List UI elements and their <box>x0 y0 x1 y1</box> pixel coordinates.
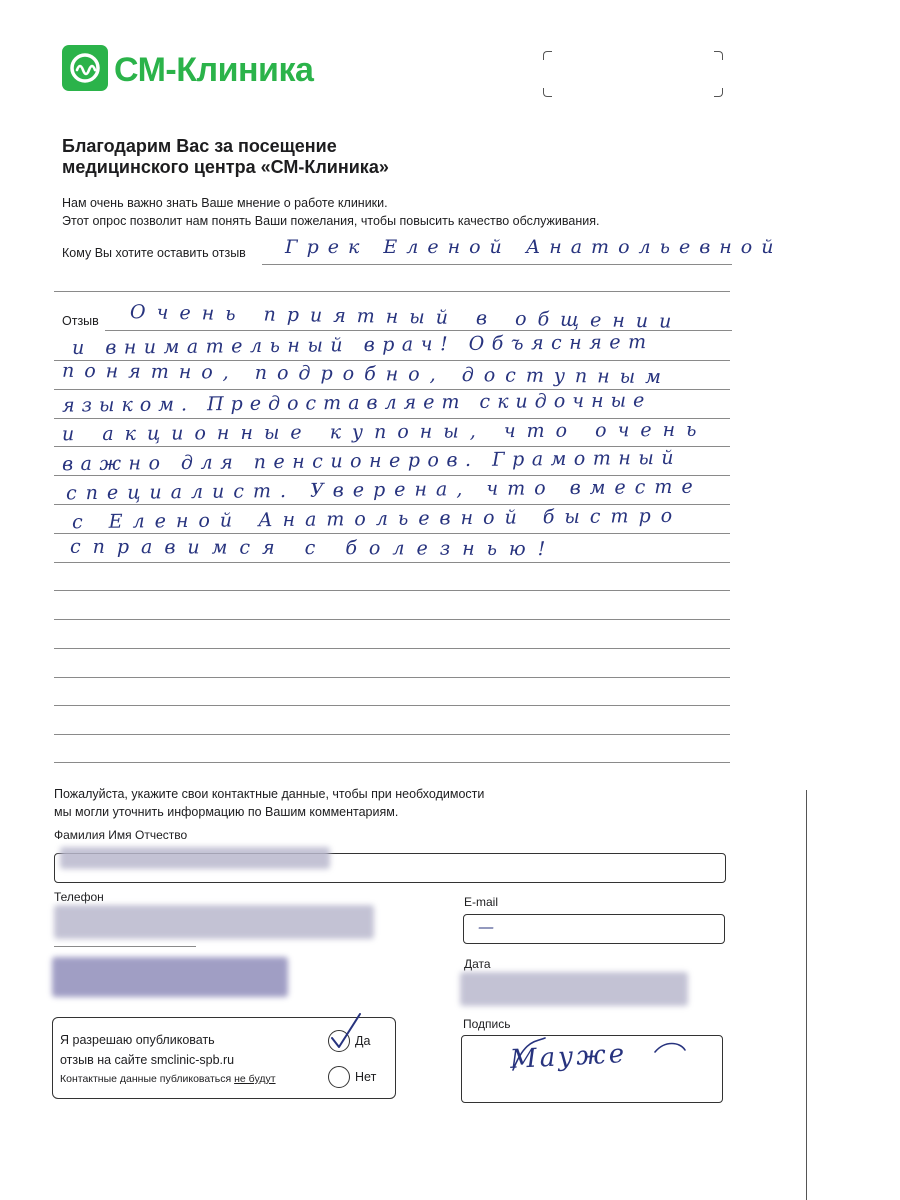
phone-value-redaction <box>52 957 288 997</box>
brand-name: СМ-Клиника <box>114 51 314 89</box>
phone-label: Телефон <box>54 890 104 904</box>
form-line <box>54 677 730 678</box>
recipient-handwriting[interactable]: Грек Еленой Анатольевной <box>285 236 783 258</box>
consent-text <box>60 1030 234 1070</box>
consent-no-radio[interactable] <box>328 1066 350 1088</box>
review-handwriting-line: с Еленой Анатольевной быстро <box>71 504 683 534</box>
email-value: — <box>478 917 501 936</box>
signature-label: Подпись <box>463 1017 511 1031</box>
review-handwriting-line: языком. Предоставляет скидочные <box>61 389 652 417</box>
form-line <box>54 562 730 563</box>
date-label: Дата <box>464 957 491 971</box>
consent-note-emphasis: не будут <box>234 1073 276 1085</box>
review-handwriting-line: специалист. Уверена, что вместе <box>65 475 702 505</box>
scan-corner-mark <box>714 88 723 97</box>
intro-line: Нам очень важно знать Ваше мнение о работе клиники. <box>62 196 388 210</box>
recipient-label: Кому Вы хотите оставить отзыв <box>62 246 246 260</box>
fio-redaction <box>60 847 330 869</box>
contact-intro <box>54 785 484 821</box>
signature-flourish-icon <box>505 1030 705 1090</box>
form-line <box>54 946 196 947</box>
contact-intro-line: Пожалуйста, укажите свои контактные данные, чтобы при необходимости <box>54 787 485 801</box>
date-redaction <box>460 972 688 1006</box>
heading-line: Благодарим Вас за посещение <box>62 136 337 156</box>
paper-edge <box>806 790 807 1200</box>
email-label: E-mail <box>464 895 499 909</box>
logo-mark-icon <box>62 45 108 91</box>
phone-redaction <box>54 905 374 939</box>
intro-text <box>62 194 599 230</box>
consent-line: Я разрешаю опубликовать <box>60 1033 215 1047</box>
review-handwriting-line: понятно, подробно, доступным <box>61 359 672 389</box>
consent-note-text: Контактные данные публиковаться <box>60 1073 232 1085</box>
form-heading <box>62 136 389 178</box>
consent-line: отзыв на сайте smclinic-spb.ru <box>60 1053 235 1067</box>
consent-note <box>60 1073 276 1085</box>
scan-corner-mark <box>543 88 552 97</box>
consent-yes-label: Да <box>355 1034 371 1048</box>
contact-intro-line: мы могли уточнить информацию по Вашим комментариям. <box>54 805 399 819</box>
review-handwriting-line: и внимательный врач! Объясняет <box>71 330 654 360</box>
email-field[interactable] <box>463 914 725 944</box>
form-line <box>54 705 730 706</box>
form-line <box>54 648 730 649</box>
form-line <box>54 762 730 763</box>
review-handwriting-line: справимся с болезнью! <box>69 535 558 561</box>
form-line <box>54 533 730 534</box>
scan-corner-mark <box>543 51 552 60</box>
scan-corner-mark <box>714 51 723 60</box>
recipient-line <box>262 264 732 265</box>
review-handwriting-line: и акционные купоны, что очень <box>61 418 708 446</box>
review-handwriting-line: Очень приятный в общении <box>129 301 683 333</box>
form-line <box>54 734 730 735</box>
form-line <box>54 590 730 591</box>
fio-label: Фамилия Имя Отчество <box>54 828 188 842</box>
review-handwriting-line: важно для пенсионеров. Грамотный <box>61 446 682 476</box>
signature-handwriting: Мауже <box>509 1038 628 1076</box>
brand-logo-icon <box>62 45 108 91</box>
form-line <box>54 291 730 292</box>
intro-line: Этот опрос позволит нам понять Ваши пожелания, чтобы повысить качество обслуживания. <box>62 214 600 228</box>
form-line <box>54 619 730 620</box>
heading-line: медицинского центра «СМ-Клиника» <box>62 157 389 177</box>
consent-no-label: Нет <box>355 1070 377 1084</box>
review-label: Отзыв <box>62 314 99 328</box>
